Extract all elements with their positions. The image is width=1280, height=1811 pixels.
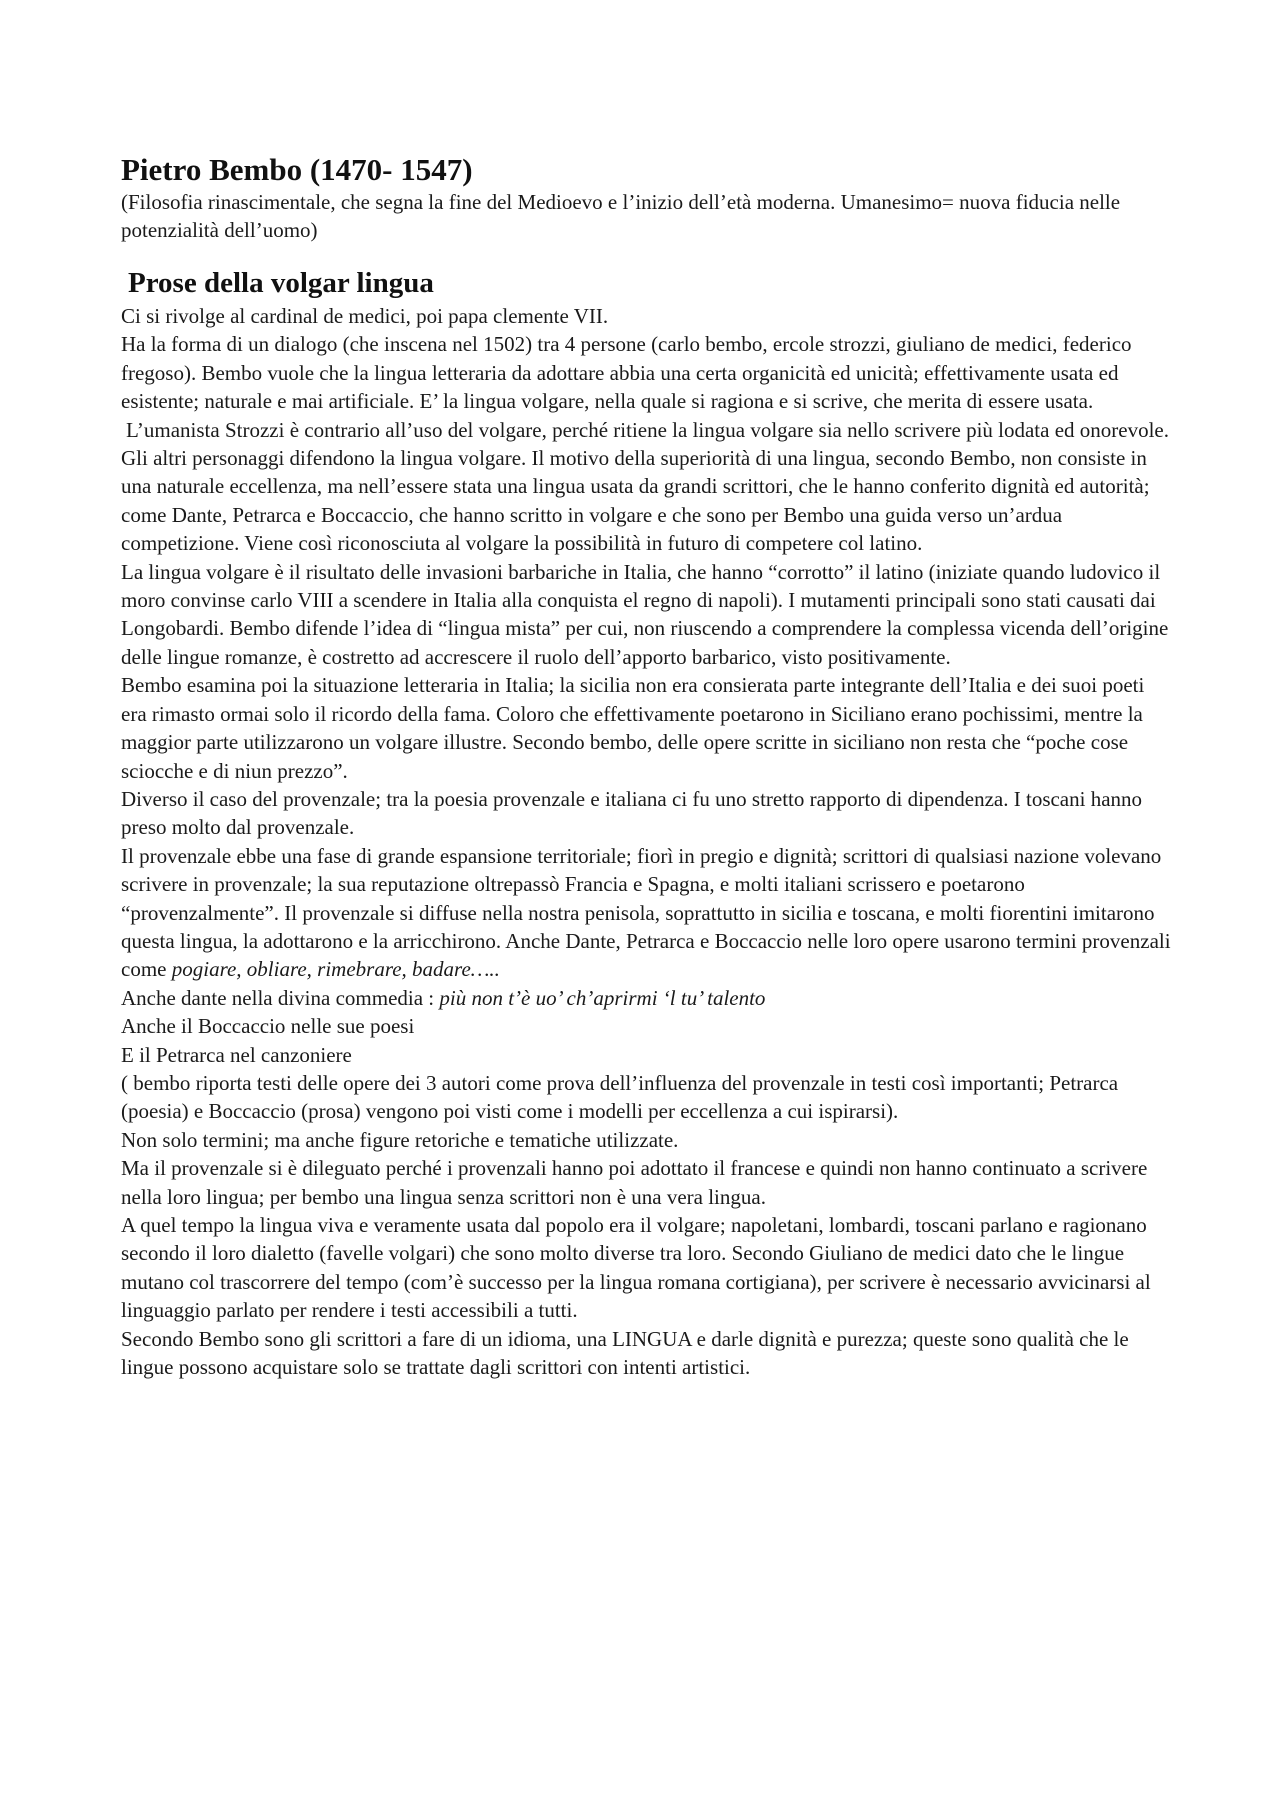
paragraph-14: A quel tempo la lingua viva e veramente usata dal popolo era il volgare; napoletani, lombardi, toscani parlano e ragionano secondo il loro dialetto (favelle volgari) che sono molto diverse tra loro. Secondo Giuliano de medici dato che le lingue mutano col trascorrere del tempo (com’è successo per la lingua romana cortigiana), per scrivere è necessario avvicinarsi al linguaggio parlato per rendere i testi accessibili a tutti. bbox=[121, 1213, 1151, 1323]
paragraph-4: La lingua volgare è il risultato delle invasioni barbariche in Italia, che hanno “corrotto” il latino (iniziate quando ludovico il moro convinse carlo VIII a scendere in Italia alla conquista el regno di napoli). I mutamenti principali sono stati causati dai Longobardi. Bembo difende l’idea di “lingua mista” per cui, non riuscendo a comprendere la complessa vicenda dell’origine delle lingue romanze, è costretto ad accrescere il ruolo dell’apporto barbarico, visto positivamente. bbox=[121, 559, 1169, 669]
paragraph-8-text: Anche dante nella divina commedia : bbox=[121, 985, 440, 1010]
document-title: Pietro Bembo (1470- 1547) bbox=[121, 152, 473, 187]
paragraph-7-text: Il provenzale ebbe una fase di grande espansione territoriale; fiorì in pregio e dignità; scrittori di qualsiasi nazione volevano scrivere in provenzale; la sua reputazione oltrepassò Francia e Spagna, e molti italiani scrissero e poetarono “provenzalmente”. Il provenzale si diffuse nella nostra penisola, soprattutto in sicilia e toscana, e molti fiorentini imitarono questa lingua, la adottarono e la arricchirono. Anche Dante, Petrarca e Boccaccio nelle loro opere usarono termini provenzali come bbox=[121, 843, 1171, 982]
section-title: Prose della volgar lingua bbox=[128, 267, 434, 299]
dante-quote: più non t’è uo’ ch’aprirmi ‘l tu’ talento bbox=[439, 985, 766, 1010]
paragraph-7 bbox=[121, 842, 1171, 984]
document-subtitle: (Filosofia rinascimentale, che segna la fine del Medioevo e l’inizio dell’età moderna. Umanesimo= nuova fiducia nelle potenzialità dell’uomo) bbox=[121, 190, 1121, 242]
paragraph-1: Ci si rivolge al cardinal de medici, poi papa clemente VII. bbox=[121, 304, 609, 328]
provencal-terms: pogiare, obliare, rimebrare, badare….. bbox=[171, 957, 500, 982]
paragraph-2: Ha la forma di un dialogo (che inscena nel 1502) tra 4 persone (carlo bembo, ercole strozzi, giuliano de medici, federico fregoso). Bembo vuole che la lingua letteraria da adottare abbia una certa organicità ed unicità; effettivamente usata ed esistente; naturale e mai artificiale. E’ la lingua volgare, nella quale si ragiona e si scrive, che merita di essere usata. bbox=[121, 332, 1132, 414]
paragraph-8 bbox=[121, 984, 1171, 1012]
paragraph-5: Bembo esamina poi la situazione letteraria in Italia; la sicilia non era consierata parte integrante dell’Italia e dei suoi poeti era rimasto ormai solo il ricordo della fama. Coloro che effettivamente poetarono in Siciliano erano pochissimi, mentre la maggior parte utilizzarono un volgare illustre. Secondo bembo, delle opere scritte in siciliano non resta che “poche cose sciocche e di niun prezzo”. bbox=[121, 673, 1145, 783]
paragraph-6: Diverso il caso del provenzale; tra la poesia provenzale e italiana ci fu uno stretto rapporto di dipendenza. I toscani hanno preso molto dal provenzale. bbox=[121, 786, 1143, 840]
paragraph-13: Ma il provenzale si è dileguato perché i provenzali hanno poi adottato il francese e quindi non hanno continuato a scrivere nella loro lingua; per bembo una lingua senza scrittori non è una vera lingua. bbox=[121, 1156, 1148, 1209]
paragraph-15: Secondo Bembo sono gli scrittori a fare di un idioma, una LINGUA e darle dignità e purezza; queste sono qualità che le lingue possono acquistare solo se trattate dagli scrittori con intenti artistici. bbox=[121, 1326, 1129, 1380]
paragraph-3: L’umanista Strozzi è contrario all’uso del volgare, perché ritiene la lingua volgare sia nello scrivere più lodata ed onorevole. Gli altri personaggi difendono la lingua volgare. Il motivo della superiorità di una lingua, secondo Bembo, non consiste in una naturale eccellenza, ma nell’essere stata una lingua usata da grandi scrittori, che le hanno conferito dignità ed autorità; come Dante, Petrarca e Boccaccio, che hanno scritto in volgare e che sono per Bembo una guida verso un’ardua competizione. Viene così riconosciuta al volgare la possibilità in futuro di competere col latino. bbox=[121, 417, 1170, 556]
document-page bbox=[121, 152, 1171, 1381]
section-body bbox=[121, 302, 1171, 1381]
paragraph-10: E il Petrarca nel canzoniere bbox=[121, 1042, 352, 1067]
paragraph-12: Non solo termini; ma anche figure retoriche e tematiche utilizzate. bbox=[121, 1127, 679, 1152]
paragraph-9: Anche il Boccaccio nelle sue poesi bbox=[121, 1014, 415, 1039]
paragraph-11: ( bembo riporta testi delle opere dei 3 autori come prova dell’influenza del provenzale in testi così importanti; Petrarca (poesia) e Boccaccio (prosa) vengono poi visti come i modelli per eccellenza a cui ispirarsi). bbox=[121, 1070, 1119, 1124]
